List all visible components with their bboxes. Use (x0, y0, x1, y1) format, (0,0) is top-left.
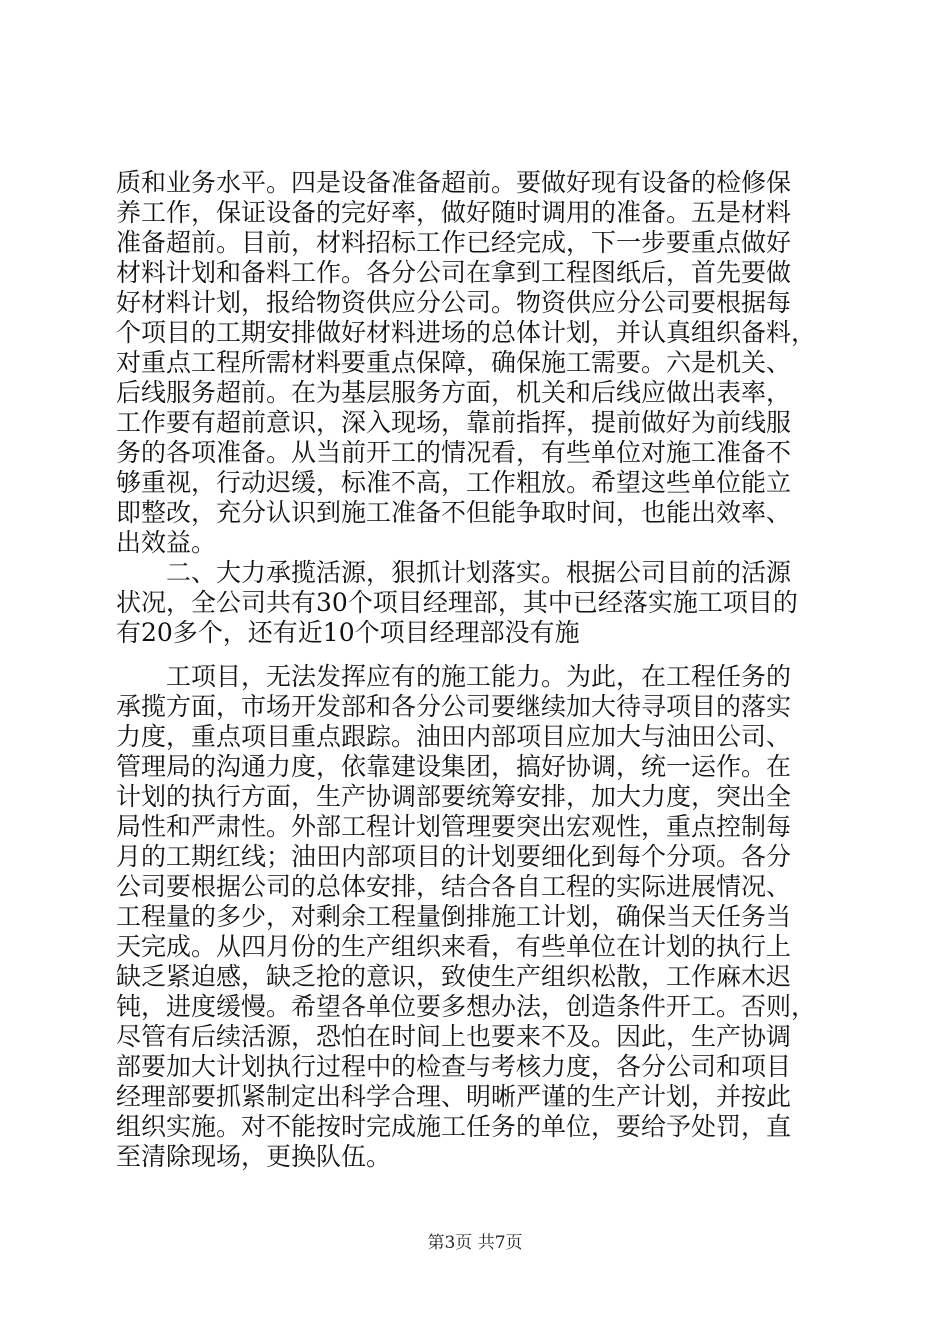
text-line: 经理部要抓紧制定出科学合理、明晰严谨的生产计划，并按此 (116, 1082, 792, 1111)
text-line: 出效益。 (116, 528, 217, 557)
body-text-block-1 (116, 168, 836, 648)
text-line: 月的工期红线；油田内部项目的计划要细化到每个分项。各分 (116, 842, 792, 871)
body-text-block-2 (116, 662, 836, 1172)
text-line: 二、大力承揽活源，狠抓计划落实。根据公司目前的活源 (116, 558, 792, 587)
text-line: 养工作，保证设备的完好率，做好随时调用的准备。五是材料 (116, 198, 792, 227)
text-line: 够重视，行动迟缓，标准不高，工作粗放。希望这些单位能立 (116, 468, 792, 497)
text-line: 天完成。从四月份的生产组织来看，有些单位在计划的执行上 (116, 932, 792, 961)
text-line: 即整改，充分认识到施工准备不但能争取时间，也能出效率、 (116, 498, 792, 527)
text-line: 工项目，无法发挥应有的施工能力。为此，在工程任务的 (116, 662, 792, 691)
text-line: 个项目的工期安排做好材料进场的总体计划，并认真组织备料， (116, 318, 817, 347)
text-line: 工作要有超前意识，深入现场，靠前指挥，提前做好为前线服 (116, 408, 792, 437)
text-line: 材料计划和备料工作。各分公司在拿到工程图纸后，首先要做 (116, 258, 792, 287)
text-line: 对重点工程所需材料要重点保障，确保施工需要。六是机关、 (116, 348, 792, 377)
text-line: 部要加大计划执行过程中的检查与考核力度，各分公司和项目 (116, 1052, 792, 1081)
text-line: 计划的执行方面，生产协调部要统筹安排，加大力度，突出全 (116, 782, 792, 811)
text-line: 力度，重点项目重点跟踪。油田内部项目应加大与油田公司、 (116, 722, 792, 751)
text-line: 有20多个，还有近10个项目经理部没有施 (116, 618, 580, 647)
text-line: 管理局的沟通力度，依靠建设集团，搞好协调，统一运作。在 (116, 752, 792, 781)
text-line: 尽管有后续活源，恐怕在时间上也要来不及。因此，生产协调 (116, 1022, 792, 1051)
text-line: 钝，进度缓慢。希望各单位要多想办法，创造条件开工。否则， (116, 992, 817, 1021)
text-line: 后线服务超前。在为基层服务方面，机关和后线应做出表率， (116, 378, 792, 407)
text-line: 务的各项准备。从当前开工的情况看，有些单位对施工准备不 (116, 438, 792, 467)
text-line: 质和业务水平。四是设备准备超前。要做好现有设备的检修保 (116, 168, 792, 197)
text-line: 缺乏紧迫感，缺乏抢的意识，致使生产组织松散，工作麻木迟 (116, 962, 792, 991)
text-line: 状况，全公司共有30个项目经理部，其中已经落实施工项目的 (116, 588, 798, 617)
text-line: 工程量的多少，对剩余工程量倒排施工计划，确保当天任务当 (116, 902, 792, 931)
text-line: 局性和严肃性。外部工程计划管理要突出宏观性，重点控制每 (116, 812, 792, 841)
text-line: 公司要根据公司的总体安排，结合各自工程的实际进展情况、 (116, 872, 792, 901)
text-line: 至清除现场，更换队伍。 (116, 1142, 392, 1171)
text-line: 好材料计划，报给物资供应分公司。物资供应分公司要根据每 (116, 288, 792, 317)
text-line: 承揽方面，市场开发部和各分公司要继续加大待寻项目的落实 (116, 692, 792, 721)
page-footer: 第3页 共7页 (427, 1233, 523, 1253)
text-line: 组织实施。对不能按时完成施工任务的单位，要给予处罚，直 (116, 1112, 792, 1141)
text-line: 准备超前。目前，材料招标工作已经完成，下一步要重点做好 (116, 228, 792, 257)
